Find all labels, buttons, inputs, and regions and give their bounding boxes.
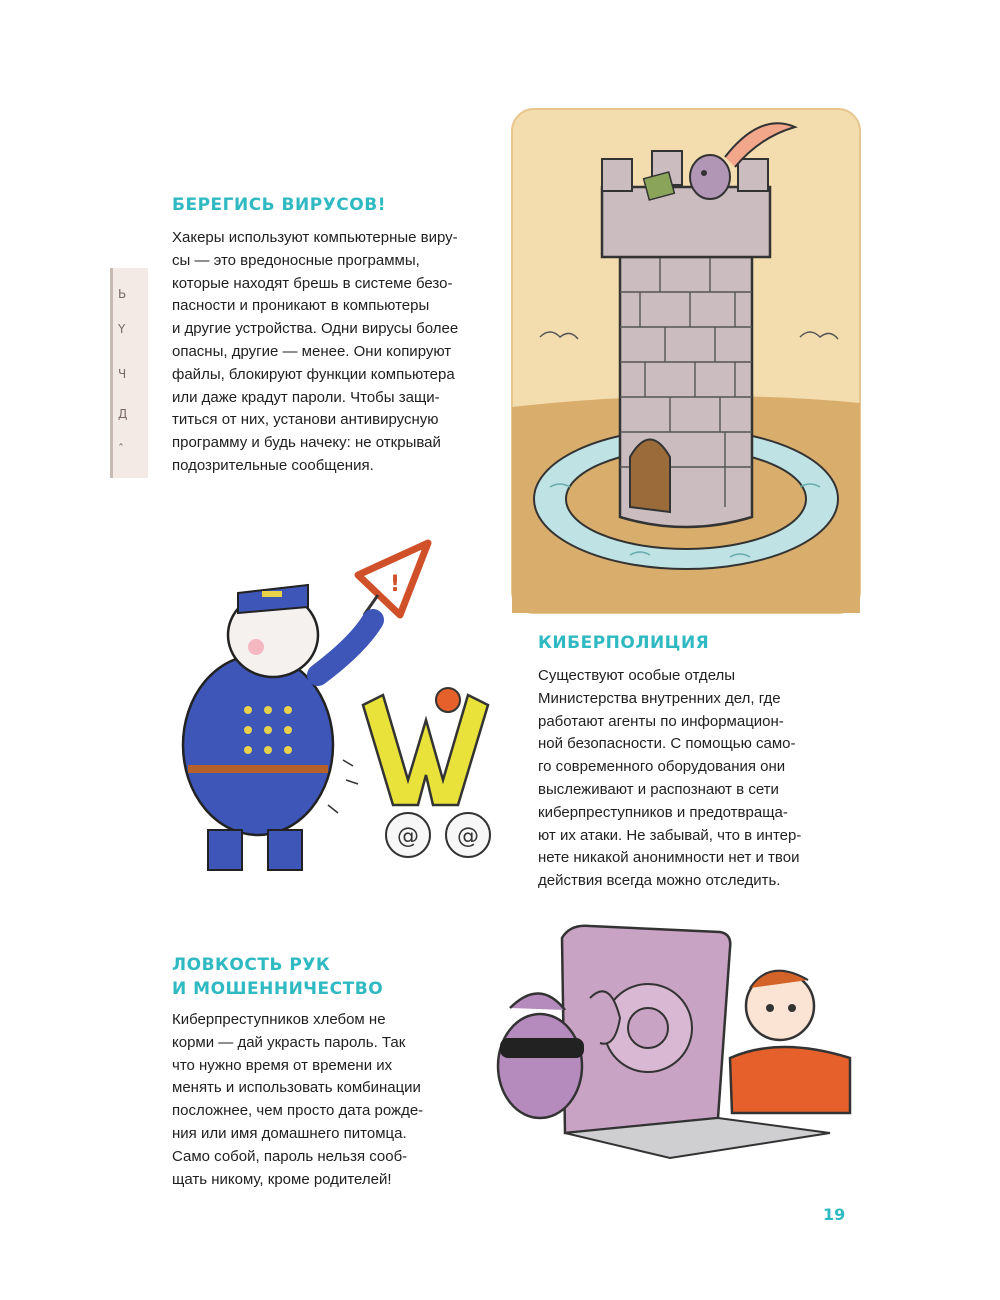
text-line: пасности и проникают в компьютеры [172,297,430,315]
svg-text:@: @ [457,824,479,849]
heading-line: ЛОВКОСТЬ РУК [172,955,331,975]
text-line: корми — дай украсть пароль. Так [172,1033,406,1051]
page-edge-decoration [110,268,148,478]
text-line: действия всегда можно отследить. [538,872,781,890]
section-heading-tricks [172,953,472,1001]
text-line: ния или имя домашнего питомца. [172,1124,407,1142]
text-line: менять и использовать комбинации [172,1079,421,1097]
text-line: и другие устройства. Одни вирусы более [172,320,459,338]
text-line: нете никакой анонимности нет и твои [538,849,800,867]
text-line: файлы, блокируют функции компьютера [172,365,455,383]
cyberpolice-illustration [168,535,528,885]
text-line: программу и будь начеку: не открывай [172,434,441,452]
text-line: которые находят брешь в системе безо- [172,274,453,292]
svg-text:Ч: Ч [118,367,127,381]
text-line: титься от них, установи антивирусную [172,411,439,429]
text-line: сы — это вредоносные программы, [172,251,420,269]
text-line: посложнее, чем просто дата рожде- [172,1102,424,1120]
section-heading-viruses: БЕРЕГИСЬ ВИРУСОВ! [172,195,386,215]
page-number: 19 [823,1205,846,1224]
section-tricks [172,953,472,1191]
tower-illustration [510,107,862,615]
text-line: Киберпреступников хлебом не [172,1011,386,1028]
svg-text:ˆ: ˆ [118,442,124,456]
section-heading-cyberpolice: КИБЕРПОЛИЦИЯ [538,633,710,653]
svg-text:@: @ [397,824,419,849]
text-line: Существуют особые отделы [538,667,736,684]
text-line: го современного оборудования они [538,758,786,776]
text-line: или даже крадут пароли. Чтобы защи- [172,388,440,406]
section-body-viruses [172,227,502,478]
text-line: щать никому, кроме родителей! [172,1170,392,1188]
text-line: работают агенты по информацион- [538,712,784,730]
text-line: киберпреступников и предотвраща- [538,803,788,821]
svg-text:!: ! [390,572,401,597]
text-line: ной безопасности. С помощью само- [538,735,796,753]
text-line: Министерства внутренних дел, где [538,689,781,707]
laptop-illustration [470,918,860,1164]
section-body-tricks [172,1009,472,1191]
section-body-cyberpolice [538,665,848,893]
svg-text:Ь: Ь [118,287,127,301]
text-line: Само собой, пароль нельзя сооб- [172,1147,408,1165]
text-line: Хакеры используют компьютерные виру- [172,229,458,246]
heading-line: И МОШЕННИЧЕСТВО [172,979,384,999]
text-line: выслеживают и распознают в сети [538,780,779,798]
svg-text:Y: Y [118,322,126,336]
text-line: подозрительные сообщения. [172,456,374,474]
text-line: ют их атаки. Не забывай, что в интер- [538,826,802,844]
section-viruses [172,193,502,478]
svg-text:Д: Д [118,407,128,421]
text-line: опасны, другие — менее. Они копируют [172,342,452,360]
text-line: что нужно время от времени их [172,1056,393,1074]
section-cyberpolice [538,631,848,893]
